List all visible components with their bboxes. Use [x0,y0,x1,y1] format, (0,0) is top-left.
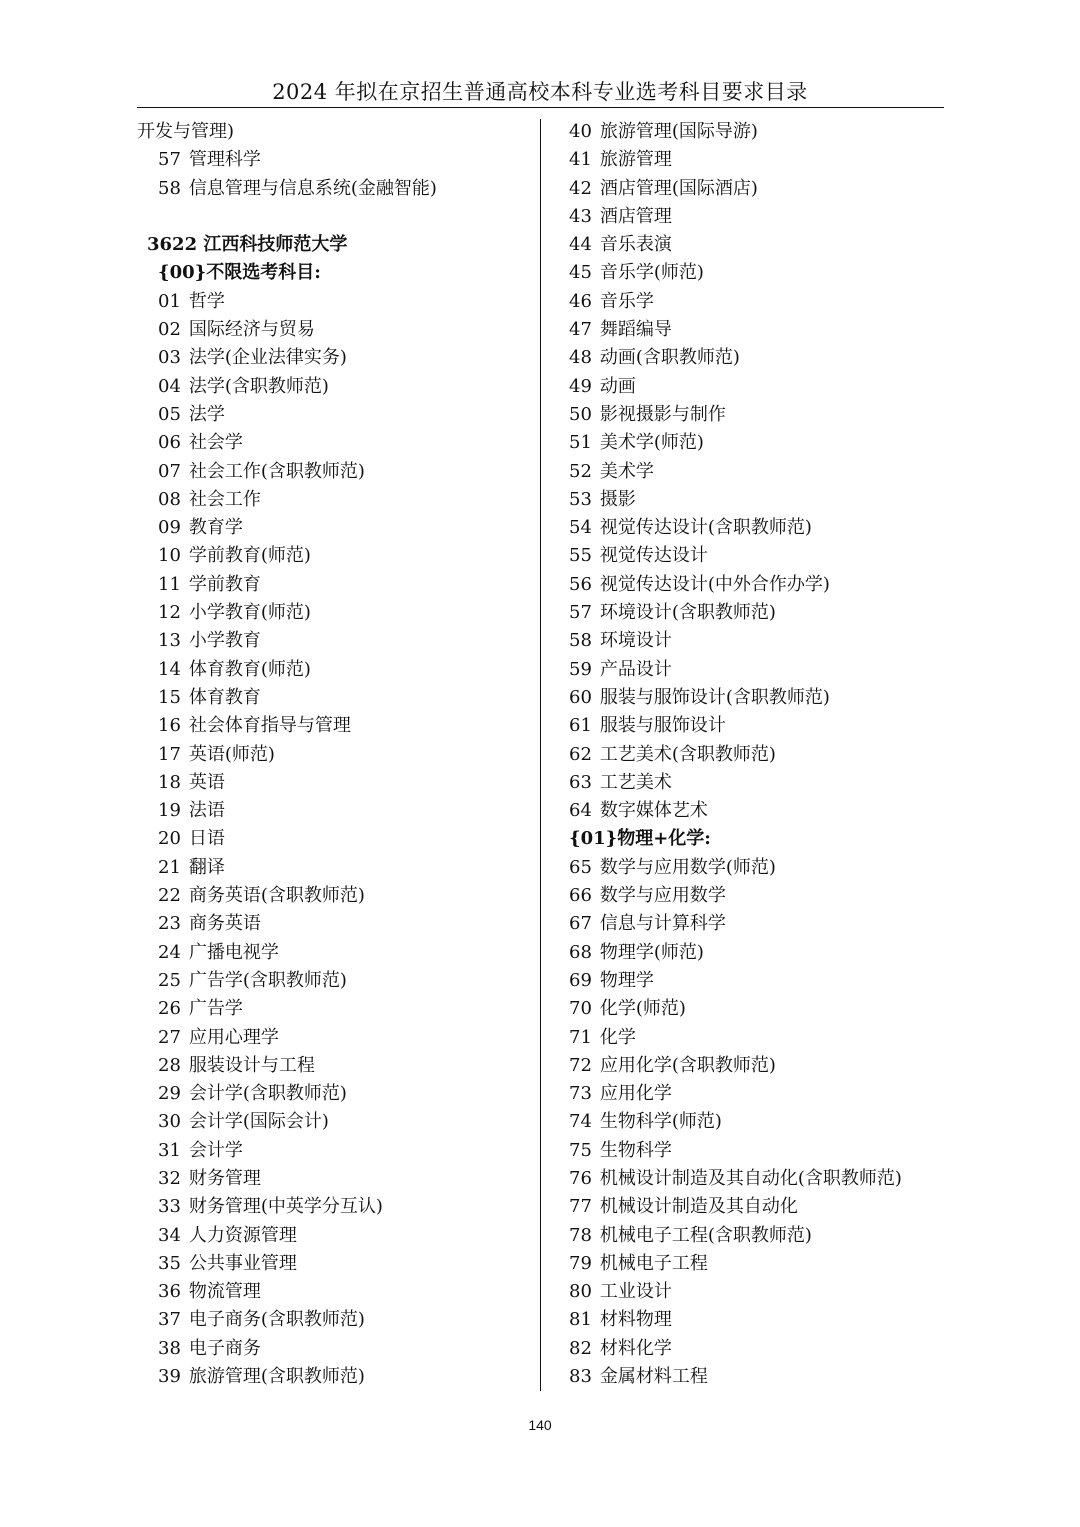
major-number: 69 [569,969,592,991]
major-number: 64 [569,800,592,822]
major-name: 会计学(国际会计) [188,1111,329,1133]
major-name: 音乐表演 [599,234,672,256]
major-number: 32 [158,1167,181,1189]
major-row [137,571,532,599]
major-row [137,769,532,797]
major-row [548,542,948,570]
major-number: 81 [569,1309,592,1331]
major-name: 旅游管理(国际导游) [599,121,758,142]
major-name: 法学(含职教师范) [188,375,329,397]
major-number: 14 [158,658,181,680]
major-number: 55 [569,545,592,567]
right-column [548,118,948,1391]
major-number: 18 [158,771,181,793]
major-number: 72 [569,1054,592,1076]
major-row [137,1193,532,1221]
major-row [137,146,532,174]
major-name: 英语(师范) [188,743,275,765]
major-number: 59 [569,658,592,680]
major-row [548,1306,948,1334]
major-name: 机械设计制造及其自动化 [599,1196,798,1218]
school-heading: 3622 江西科技师范大学 [147,234,348,256]
major-name: 视觉传达设计 [599,545,708,567]
major-number: 43 [569,205,592,227]
major-row [137,1137,532,1165]
major-number: 07 [158,460,181,482]
major-name: 环境设计(含职教师范) [599,602,776,624]
major-name: 小学教育 [188,630,261,652]
major-name: 机械设计制造及其自动化(含职教师范) [599,1167,902,1189]
major-row [137,486,532,514]
major-name: 旅游管理(含职教师范) [188,1366,365,1388]
major-name: 日语 [188,828,225,850]
major-number: 83 [569,1366,592,1388]
major-number: 15 [158,686,181,708]
major-number: 68 [569,941,592,963]
major-number: 20 [158,828,181,850]
major-row [548,401,948,429]
major-name: 工艺美术 [599,771,672,793]
major-row [548,118,948,146]
major-name: 机械电子工程 [599,1252,708,1274]
major-name: 电子商务 [188,1337,261,1359]
major-row [137,1080,532,1108]
major-name: 金属材料工程 [599,1366,708,1388]
major-name: 商务英语 [188,913,261,935]
major-row [548,684,948,712]
major-row [137,1250,532,1278]
major-name: 工艺美术(含职教师范) [599,743,776,765]
major-row [548,1052,948,1080]
major-row [137,599,532,627]
major-name: 应用化学 [599,1083,672,1105]
major-name: 服装与服饰设计 [599,715,726,737]
major-name: 物流管理 [188,1281,261,1303]
major-name: 舞蹈编导 [599,319,672,341]
major-name: 摄影 [599,488,636,510]
major-row [548,175,948,203]
major-name: 酒店管理(国际酒店) [599,177,758,199]
major-name: 电子商务(含职教师范) [188,1309,365,1331]
major-number: 79 [569,1252,592,1274]
major-row [137,712,532,740]
major-row [137,344,532,372]
major-row [137,429,532,457]
major-number: 60 [569,686,592,708]
major-number: 25 [158,969,181,991]
major-row [548,1165,948,1193]
major-number: 36 [158,1281,181,1303]
major-name: 哲学 [188,290,225,312]
major-name: 法学(企业法律实务) [188,347,347,369]
major-number: 50 [569,403,592,425]
major-name: 学前教育 [188,573,261,595]
major-row [548,882,948,910]
major-name: 化学 [599,1026,636,1048]
major-row [137,854,532,882]
major-name: 社会学 [188,432,243,454]
major-name: 数字媒体艺术 [599,800,708,822]
major-row [548,797,948,825]
major-number: 28 [158,1054,181,1076]
major-name: 美术学 [599,460,654,482]
major-row [137,939,532,967]
column-divider [540,119,541,1391]
major-number: 30 [158,1111,181,1133]
major-number: 22 [158,885,181,907]
major-row [137,1024,532,1052]
major-row [548,1363,948,1391]
major-name: 产品设计 [599,658,672,680]
major-name: 化学(师范) [599,998,686,1020]
major-row [548,316,948,344]
major-number: 08 [158,488,181,510]
major-name: 人力资源管理 [188,1224,297,1246]
major-number: 02 [158,319,181,341]
major-row [137,1278,532,1306]
major-row [137,741,532,769]
major-number: 21 [158,856,181,878]
major-row [548,599,948,627]
major-number: 70 [569,998,592,1020]
major-name: 财务管理 [188,1167,261,1189]
header-divider [137,107,944,108]
major-name: 体育教育(师范) [188,658,311,680]
major-name: 机械电子工程(含职教师范) [599,1224,812,1246]
major-row [548,1024,948,1052]
major-number: 73 [569,1083,592,1105]
major-name: 应用心理学 [188,1026,279,1048]
major-name: 工业设计 [599,1281,672,1303]
major-number: 23 [158,913,181,935]
major-name: 动画 [599,375,636,397]
major-row [548,373,948,401]
major-number: 24 [158,941,181,963]
major-name: 法学 [188,403,225,425]
major-name: 数学与应用数学 [599,885,726,907]
major-row [137,656,532,684]
major-number: 46 [569,290,592,312]
major-row [137,514,532,542]
major-number: 78 [569,1224,592,1246]
major-row [548,1335,948,1363]
major-name: 体育教育 [188,686,261,708]
major-row [548,656,948,684]
major-number: 39 [158,1366,181,1388]
major-name: 服装与服饰设计(含职教师范) [599,686,830,708]
major-row [548,1250,948,1278]
major-name: 社会体育指导与管理 [188,715,351,737]
major-name: 音乐学 [599,290,654,312]
major-number: 27 [158,1026,181,1048]
major-number: 42 [569,177,592,199]
major-row [548,712,948,740]
major-name: 视觉传达设计(中外合作办学) [599,573,830,595]
major-row [548,1137,948,1165]
major-row [137,373,532,401]
major-number: 13 [158,630,181,652]
major-number: 05 [158,403,181,425]
major-name: 信息与计算科学 [599,913,726,935]
major-number: 09 [158,517,181,539]
left-column [137,118,532,1391]
major-name: 视觉传达设计(含职教师范) [599,517,812,539]
major-number: 62 [569,743,592,765]
major-name: 管理科学 [188,149,261,171]
major-name: 公共事业管理 [188,1252,297,1274]
major-number: 34 [158,1224,181,1246]
major-row [548,741,948,769]
major-row [548,627,948,655]
major-row [548,486,948,514]
major-number: 35 [158,1252,181,1274]
major-number: 16 [158,715,181,737]
major-name: 法语 [188,800,225,822]
major-row [548,231,948,259]
major-row [137,882,532,910]
major-name: 国际经济与贸易 [188,319,315,341]
major-name: 生物科学(师范) [599,1111,722,1133]
spacer [137,203,532,231]
major-number: 76 [569,1167,592,1189]
major-row [137,797,532,825]
major-row [137,910,532,938]
major-number: 66 [569,885,592,907]
major-name: 广告学 [188,998,243,1020]
major-number: 31 [158,1139,181,1161]
major-row [548,1108,948,1136]
major-number: 01 [158,290,181,312]
major-number: 57 [158,149,181,171]
major-row [137,1165,532,1193]
major-number: 57 [569,602,592,624]
major-row [137,401,532,429]
major-row [548,910,948,938]
major-row [548,344,948,372]
major-name: 应用化学(含职教师范) [599,1054,776,1076]
major-number: 71 [569,1026,592,1048]
major-name: 动画(含职教师范) [599,347,740,369]
major-row [137,684,532,712]
major-row [548,1222,948,1250]
major-row [548,458,948,486]
major-name: 环境设计 [599,630,672,652]
major-row [137,1108,532,1136]
major-number: 58 [569,630,592,652]
major-number: 77 [569,1196,592,1218]
major-row [548,1080,948,1108]
major-number: 06 [158,432,181,454]
major-row [137,175,532,203]
major-row [137,288,532,316]
major-number: 33 [158,1196,181,1218]
major-row [137,995,532,1023]
major-number: 45 [569,262,592,284]
major-name: 社会工作(含职教师范) [188,460,365,482]
major-row [548,939,948,967]
page-number: 140 [528,1417,552,1433]
major-name: 小学教育(师范) [188,602,311,624]
major-number: 75 [569,1139,592,1161]
major-number: 40 [569,121,592,142]
major-number: 49 [569,375,592,397]
major-name: 数学与应用数学(师范) [599,856,776,878]
major-number: 38 [158,1337,181,1359]
major-name: 会计学 [188,1139,243,1161]
major-row [137,1222,532,1250]
major-name: 商务英语(含职教师范) [188,885,365,907]
major-name: 英语 [188,771,225,793]
major-row [548,429,948,457]
major-number: 41 [569,149,592,171]
major-row [548,146,948,174]
major-row [548,769,948,797]
major-name: 旅游管理 [599,149,672,171]
major-row [137,967,532,995]
major-name: 材料物理 [599,1309,672,1331]
major-number: 47 [569,319,592,341]
major-number: 61 [569,715,592,737]
major-name: 酒店管理 [599,205,672,227]
major-number: 51 [569,432,592,454]
major-number: 53 [569,488,592,510]
major-number: 17 [158,743,181,765]
major-name: 会计学(含职教师范) [188,1083,347,1105]
major-number: 63 [569,771,592,793]
major-number: 10 [158,545,181,567]
major-row [548,1193,948,1221]
major-number: 65 [569,856,592,878]
major-row [548,967,948,995]
major-name: 财务管理(中英学分互认) [188,1196,383,1218]
major-row [137,542,532,570]
major-name: 生物科学 [599,1139,672,1161]
major-row [137,825,532,853]
major-name: 音乐学(师范) [599,262,704,284]
subject-group-heading: {00}不限选考科目: [158,262,321,284]
major-name: 广告学(含职教师范) [188,969,347,991]
major-number: 82 [569,1337,592,1359]
major-row [137,1052,532,1080]
major-name: 物理学(师范) [599,941,704,963]
major-row [548,514,948,542]
major-number: 80 [569,1281,592,1303]
major-row [548,854,948,882]
major-name: 影视摄影与制作 [599,403,726,425]
major-name: 翻译 [188,856,225,878]
major-number: 26 [158,998,181,1020]
major-name: 广播电视学 [188,941,279,963]
major-name: 美术学(师范) [599,432,704,454]
major-number: 54 [569,517,592,539]
major-row [137,458,532,486]
major-number: 19 [158,800,181,822]
major-name: 信息管理与信息系统(金融智能) [188,177,437,199]
major-number: 04 [158,375,181,397]
major-row [548,571,948,599]
major-row [548,288,948,316]
major-row [137,627,532,655]
major-number: 48 [569,347,592,369]
major-number: 11 [158,573,181,595]
major-number: 29 [158,1083,181,1105]
major-name: 社会工作 [188,488,261,510]
major-number: 44 [569,234,592,256]
major-row [137,1363,532,1391]
major-number: 52 [569,460,592,482]
major-row [548,203,948,231]
page-title: 2024 年拟在京招生普通高校本科专业选考科目要求目录 [272,80,808,104]
major-row [548,1278,948,1306]
major-number: 37 [158,1309,181,1331]
major-row [548,259,948,287]
continued-text: 开发与管理) [137,121,235,142]
major-number: 74 [569,1111,592,1133]
major-name: 材料化学 [599,1337,672,1359]
major-number: 67 [569,913,592,935]
major-row [548,995,948,1023]
major-name: 教育学 [188,517,243,539]
major-number: 56 [569,573,592,595]
subject-group-heading: {01}物理+化学: [569,828,711,850]
major-row [137,1306,532,1334]
major-row [137,316,532,344]
major-number: 12 [158,602,181,624]
major-name: 物理学 [599,969,654,991]
major-name: 学前教育(师范) [188,545,311,567]
major-row [137,1335,532,1363]
major-number: 58 [158,177,181,199]
major-name: 服装设计与工程 [188,1054,315,1076]
major-number: 03 [158,347,181,369]
